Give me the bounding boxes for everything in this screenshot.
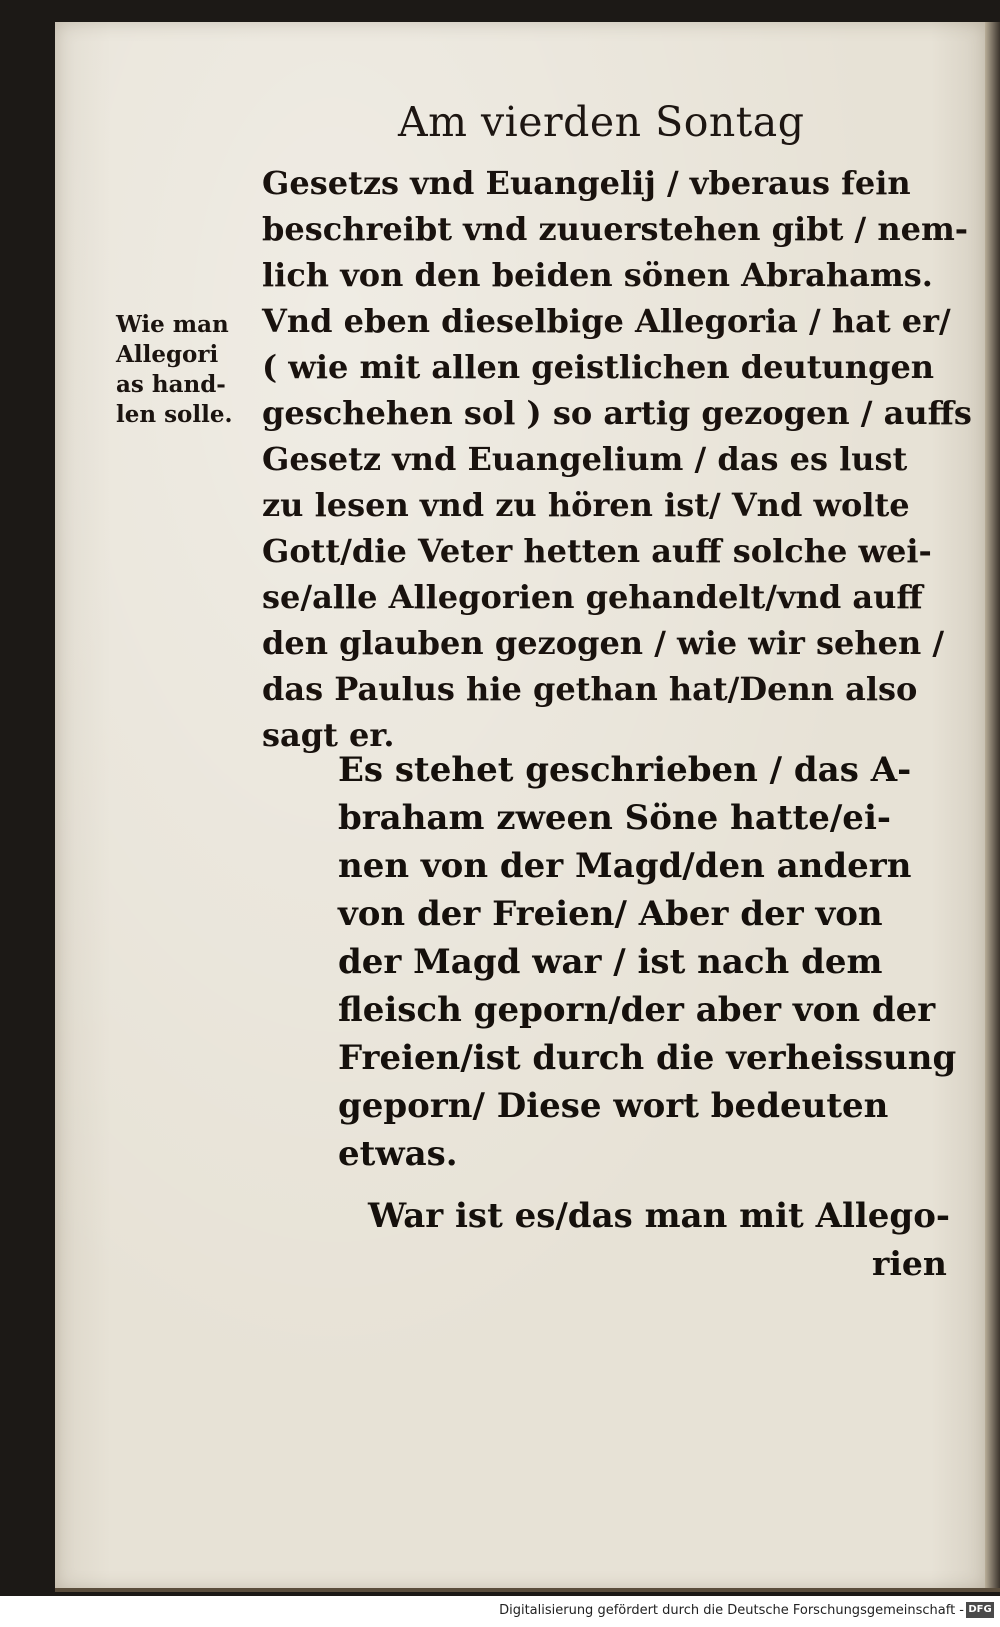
dfg-logo: DFG [966,1602,994,1618]
quote-line: Es stehet geschrieben / das A- [338,750,912,790]
text-line: lich von den beiden sönen Abrahams. [262,256,933,294]
quote-line: nen von der Magd/den andern [338,846,912,886]
running-head: Am vierden Sontag [398,98,805,146]
quote-line: Freien/ist durch die verheissung [338,1038,957,1078]
final-paragraph-start: War ist es/das man mit Allego- [368,1196,950,1236]
margin-note-line: len solle. [116,401,233,428]
text-line: das Paulus hie gethan hat/Denn also [262,670,918,708]
text-line: Vnd eben dieselbige Allegoria / hat er/ [262,302,951,340]
quote-line: der Magd war / ist nach dem [338,942,883,982]
margin-note-line: Allegori [116,341,219,368]
quote-line: geporn/ Diese wort bedeuten [338,1086,889,1126]
margin-note [116,310,256,430]
quote-line: etwas. [338,1134,458,1174]
quote-line: braham zween Söne hatte/ei- [338,798,891,838]
text-line: den glauben gezogen / wie wir sehen / [262,624,945,662]
margin-note-line: Wie man [116,311,229,338]
text-line: beschreibt vnd zuuerstehen gibt / nem- [262,210,969,248]
page-edge [985,22,1000,1590]
text-line: zu lesen vnd zu hören ist/ Vnd wolte [262,486,910,524]
digitization-credit: Digitalisierung gefördert durch die Deutsche Forschungsgemeinschaft - [499,1603,964,1618]
text-line: geschehen sol ) so artig gezogen / auffs [262,394,972,432]
text-line: se/alle Allegorien gehandelt/vnd auff [262,578,923,616]
quote-line: von der Freien/ Aber der von [338,894,883,934]
page-bottom-edge [55,1588,1000,1592]
text-line: ( wie mit allen geistlichen deutungen [262,348,935,386]
text-line: sagt er. [262,716,395,754]
text-line: Gesetz vnd Euangelium / das es lust [262,440,908,478]
margin-note-line: as hand- [116,371,226,398]
quote-line: fleisch geporn/der aber von der [338,990,936,1030]
catchword: rien [872,1244,947,1283]
text-line: Gott/die Veter hetten auff solche wei- [262,532,932,570]
main-paragraph [262,160,972,758]
scripture-quote [338,746,968,1178]
text-line: Gesetzs vnd Euangelij / vberaus fein [262,164,911,202]
